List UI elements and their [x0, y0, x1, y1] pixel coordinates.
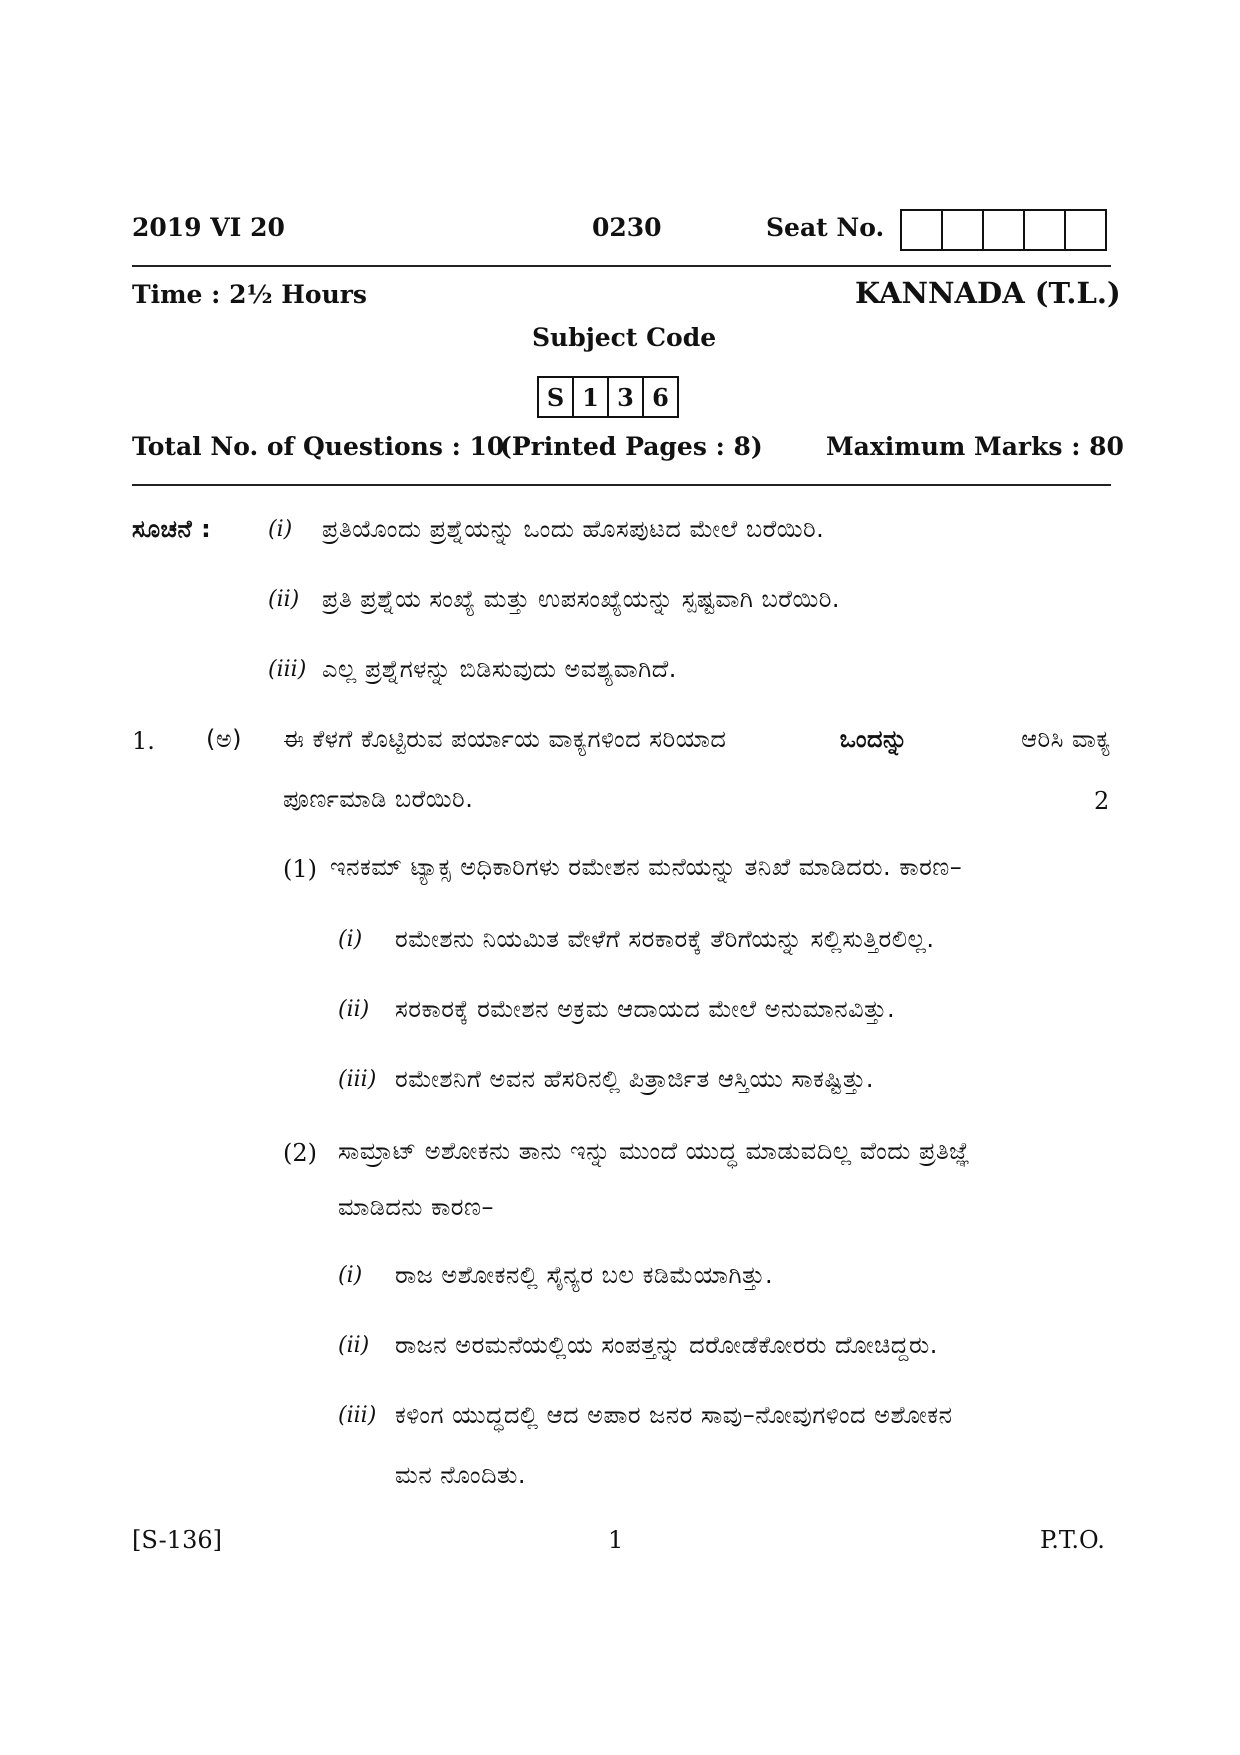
- question-stem-emphasis: ಒಂದನ್ನು: [839, 725, 908, 753]
- seat-box[interactable]: [941, 211, 982, 249]
- subject-code-label: Subject Code: [532, 323, 717, 352]
- seat-box[interactable]: [982, 211, 1023, 249]
- seat-box[interactable]: [1023, 211, 1064, 249]
- option-text-cont: ಮನ ನೊಂದಿತು.: [395, 1461, 527, 1489]
- question-stem-text: ಈ ಕೆಳಗೆ ಕೊಟ್ಟಿರುವ ಪರ್ಯಾಯ ವಾಕ್ಯಗಳಿಂದ ಸರಿಯಾದ: [283, 725, 727, 753]
- paper-code: 0230: [592, 213, 662, 242]
- option-text: ರಮೇಶನು ನಿಯಮಿತ ವೇಳೆಗೆ ಸರಕಾರಕ್ಕೆ ತೆರಿಗೆಯನ್ನು ಸಲ್ಲಿಸುತ್ತಿರಲಿಲ್ಲ.: [395, 925, 935, 953]
- subquestion-text: ಸಾಮ್ರಾಟ್ ಅಶೋಕನು ತಾನು ಇನ್ನು ಮುಂದೆ ಯುದ್ಧ ಮಾಡುವದಿಲ್ಲ ವೆಂದು ಪ್ರತಿಜ್ಞೆ: [338, 1137, 971, 1165]
- subject-code-char: 6: [642, 378, 677, 416]
- instruction-text: ಪ್ರತಿಯೊಂದು ಪ್ರಶ್ನೆಯನ್ನು ಒಂದು ಹೊಸಪುಟದ ಮೇಲೆ ಬರೆಯಿರಿ.: [322, 515, 825, 543]
- option-text: ರಾಜ ಅಶೋಕನಲ್ಲಿ ಸೈನ್ಯರ ಬಲ ಕಡಿಮೆಯಾಗಿತ್ತು.: [395, 1261, 774, 1289]
- maximum-marks: Maximum Marks : 80: [826, 432, 1124, 461]
- time-allowed: Time : 2½ Hours: [132, 280, 367, 309]
- instructions-label: ಸೂಚನೆ :: [132, 515, 212, 543]
- subject-title: KANNADA (T.L.): [855, 276, 1121, 310]
- question-stem-line1: [283, 725, 1111, 753]
- option-number: (i): [338, 927, 363, 952]
- pto-label: P.T.O.: [1040, 1526, 1105, 1554]
- subquestion-number: (1): [283, 855, 317, 883]
- option-text: ಕಳಿಂಗ ಯುದ್ಧದಲ್ಲಿ ಆದ ಅಪಾರ ಜನರ ಸಾವು–ನೋವುಗಳಿಂದ ಅಶೋಕನ: [395, 1401, 953, 1429]
- instruction-text: ಪ್ರತಿ ಪ್ರಶ್ನೆಯ ಸಂಖ್ಯೆ ಮತ್ತು ಉಪಸಂಖ್ಯೆಯನ್ನು ಸ್ಪಷ್ಟವಾಗಿ ಬರೆಯಿರಿ.: [322, 585, 841, 613]
- subquestion-number: (2): [283, 1139, 317, 1167]
- option-text: ಸರಕಾರಕ್ಕೆ ರಮೇಶನ ಅಕ್ರಮ ಆದಾಯದ ಮೇಲೆ ಅನುಮಾನವಿತ್ತು.: [395, 995, 896, 1023]
- question-number: 1.: [132, 727, 155, 755]
- total-questions: Total No. of Questions : 10: [132, 432, 505, 461]
- printed-pages: (Printed Pages : 8): [500, 432, 763, 461]
- instruction-number: (i): [268, 517, 293, 542]
- seat-box[interactable]: [902, 211, 941, 249]
- date-code: 2019 VI 20: [132, 213, 285, 242]
- seat-box[interactable]: [1064, 211, 1105, 249]
- page-number: 1: [608, 1526, 624, 1554]
- question-stem-text: ಆರಿಸಿ ವಾಕ್ಯ: [1021, 725, 1111, 753]
- question-stem-line2: ಪೂರ್ಣಮಾಡಿ ಬರೆಯಿರಿ.: [283, 785, 474, 813]
- option-number: (ii): [338, 997, 370, 1022]
- option-number: (ii): [338, 1333, 370, 1358]
- option-text: ರಾಜನ ಅರಮನೆಯಲ್ಲಿಯ ಸಂಪತ್ತನ್ನು ದರೋಡೆಕೋರರು ದೋಚಿದ್ದರು.: [395, 1331, 938, 1359]
- instruction-text: ಎಲ್ಲ ಪ್ರಶ್ನೆಗಳನ್ನು ಬಿಡಿಸುವುದು ಅವಶ್ಯವಾಗಿದೆ.: [322, 655, 677, 683]
- option-number: (iii): [338, 1403, 377, 1428]
- subquestion-text-cont: ಮಾಡಿದನು ಕಾರಣ–: [338, 1193, 495, 1221]
- subject-code-boxes: [537, 376, 679, 418]
- question-marks: 2: [1094, 787, 1110, 815]
- option-number: (iii): [338, 1067, 377, 1092]
- subject-code-char: 3: [607, 378, 642, 416]
- seat-label: Seat No.: [766, 213, 885, 242]
- footer-code: [S-136]: [132, 1526, 222, 1554]
- question-part-label: (ಅ): [206, 725, 243, 753]
- subject-code-char: S: [546, 382, 565, 412]
- option-number: (i): [338, 1263, 363, 1288]
- header-rule-bottom: [132, 484, 1111, 486]
- header-rule-top: [132, 265, 1111, 267]
- instruction-number: (iii): [268, 657, 307, 682]
- subquestion-text: ಇನಕಮ್ ಟ್ಯಾಕ್ಸ ಅಧಿಕಾರಿಗಳು ರಮೇಶನ ಮನೆಯನ್ನು ತನಿಖೆ ಮಾಡಿದರು. ಕಾರಣ–: [330, 853, 963, 881]
- instruction-number: (ii): [268, 587, 300, 612]
- option-text: ರಮೇಶನಿಗೆ ಅವನ ಹೆಸರಿನಲ್ಲಿ ಪಿತ್ರಾರ್ಜಿತ ಆಸ್ತಿಯು ಸಾಕಷ್ಟಿತ್ತು.: [395, 1065, 874, 1093]
- seat-number-boxes[interactable]: [900, 209, 1107, 251]
- subject-code-char: 1: [572, 378, 607, 416]
